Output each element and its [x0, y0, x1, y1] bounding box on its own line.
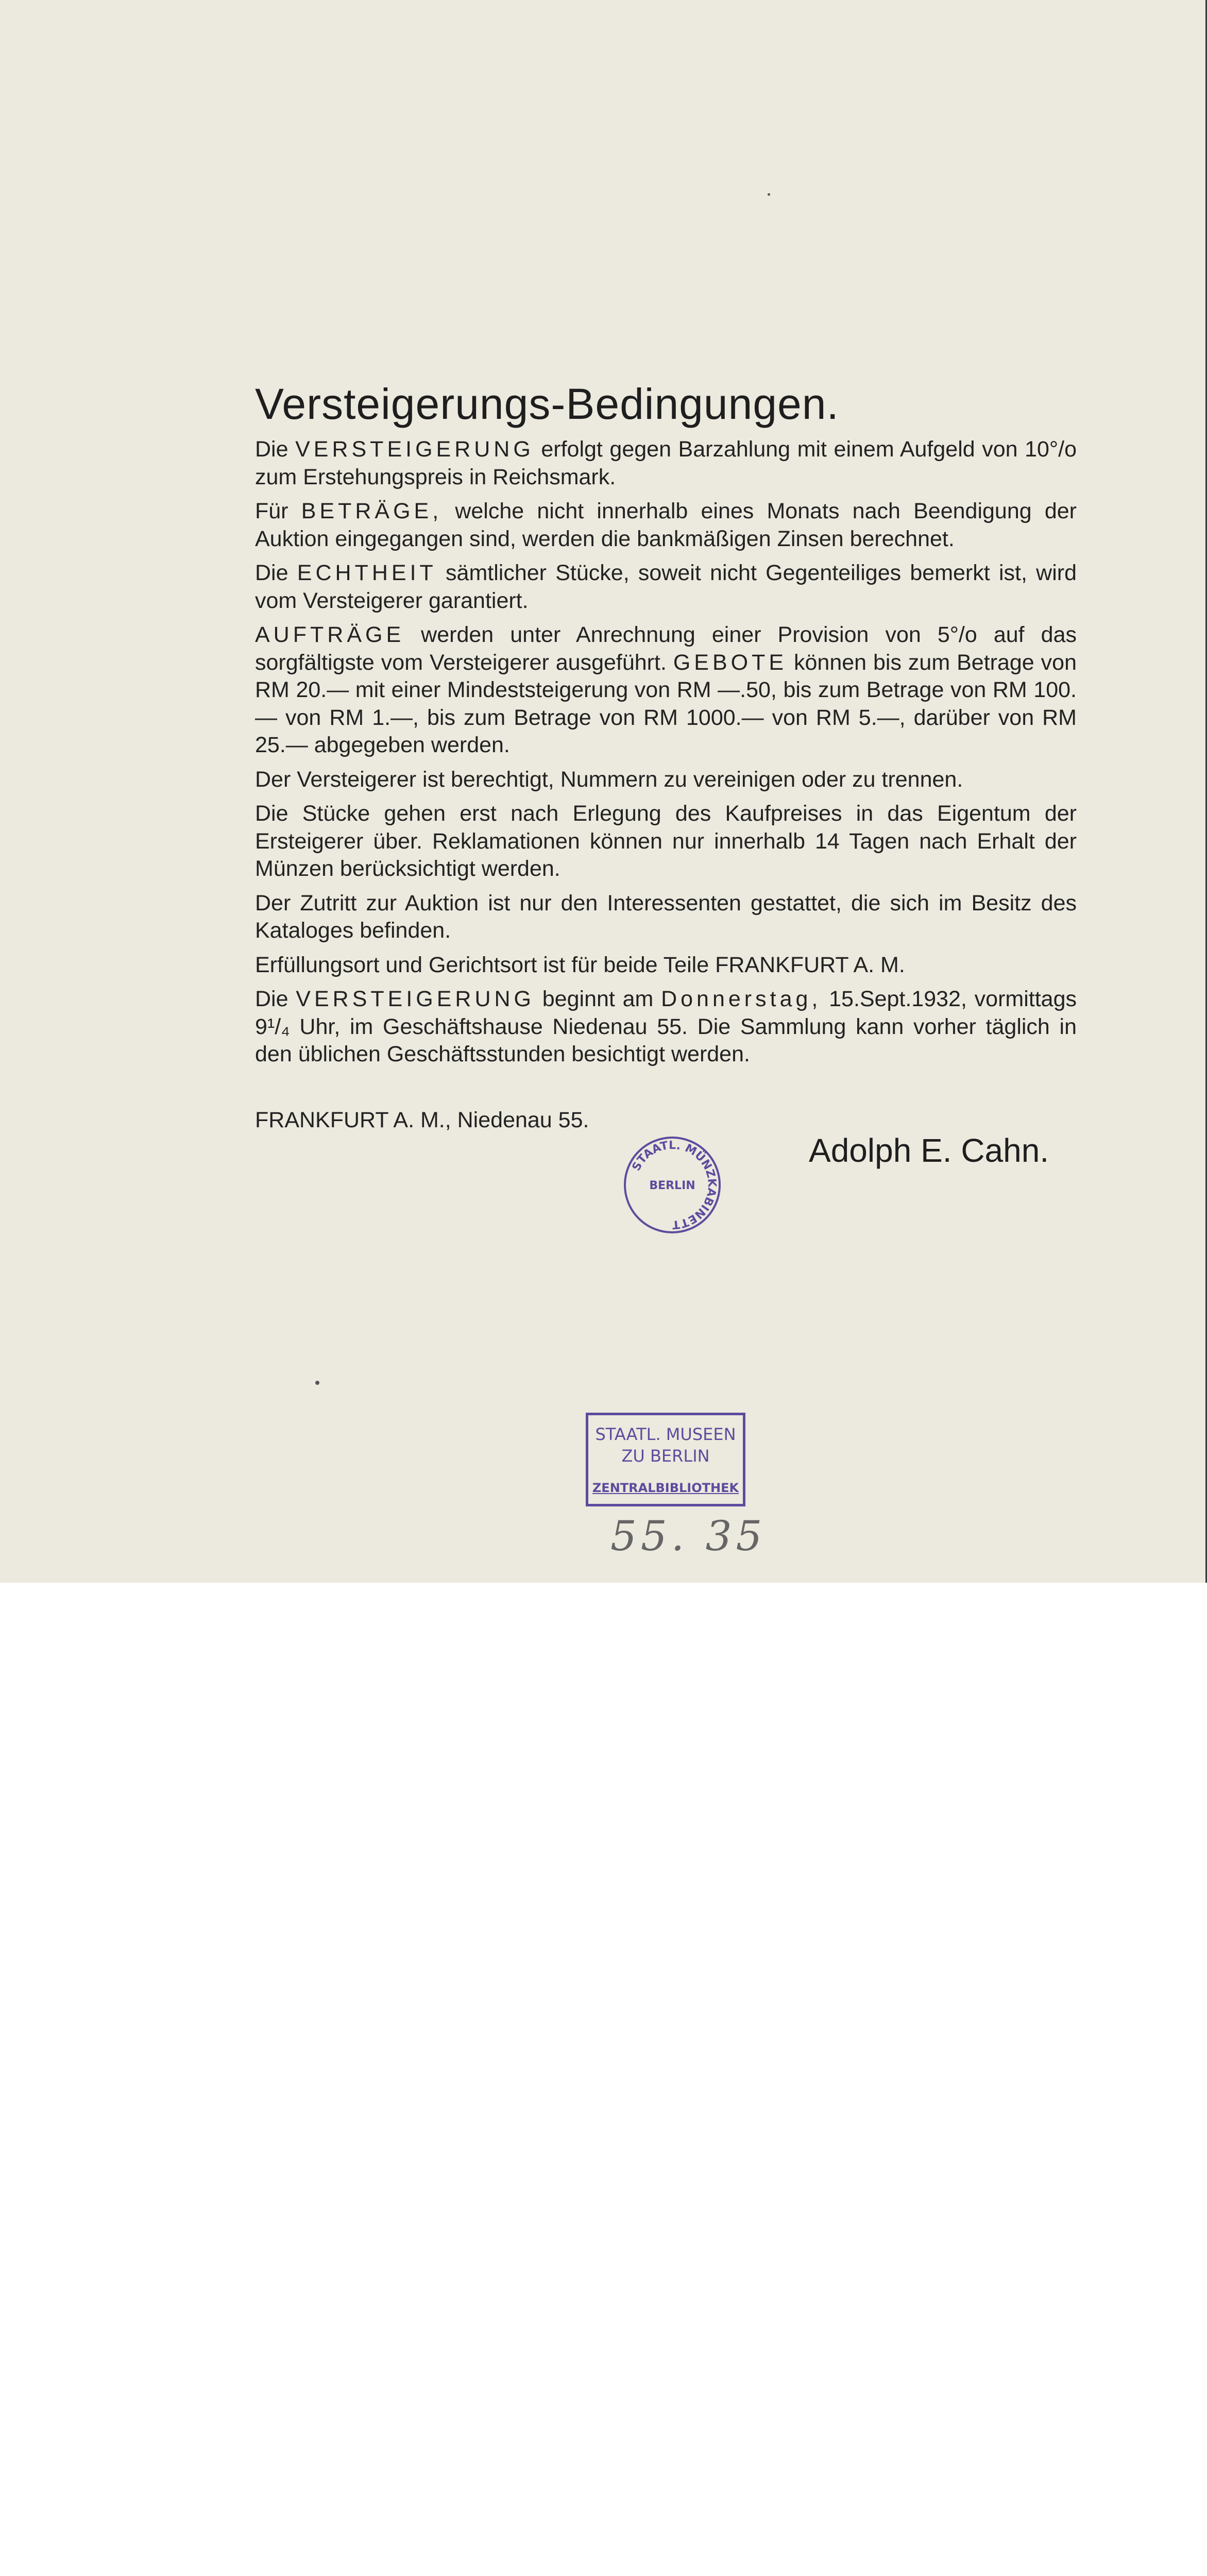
library-stamp [586, 1413, 745, 1506]
stamp-line: ZU BERLIN [621, 1446, 710, 1466]
page-title: Versteigerungs-Bedingungen. [255, 380, 839, 428]
paragraph-text: beginnt am [535, 987, 661, 1011]
spaced-keyword: VERSTEIGERUNG [296, 987, 535, 1011]
condition-paragraph [255, 952, 1077, 979]
spaced-keyword: VERSTEIGERUNG [295, 437, 534, 462]
paragraph-text: Die [255, 987, 296, 1011]
paragraph-text: Der Versteigerer ist berechtigt, Nummern zu vereinigen oder zu trennen. [255, 767, 963, 792]
paper-speck [315, 1381, 319, 1385]
paragraph-text: sämtlicher Stücke, soweit nicht Gegenteiliges bemerkt ist, wird vom Versteigerer garantiert. [255, 561, 1077, 613]
stamp-line: ZENTRALBIBLIOTHEK [592, 1481, 739, 1495]
paragraph-text: Erfüllungsort und Gerichtsort ist für beide Teile FRANKFURT A. M. [255, 952, 905, 977]
condition-paragraph [255, 986, 1077, 1069]
condition-paragraph [255, 800, 1077, 883]
svg-text:BERLIN: BERLIN [649, 1179, 695, 1192]
condition-paragraph [255, 890, 1077, 945]
spaced-keyword: ECHTHEIT [297, 561, 437, 585]
stamp-line: STAATL. MUSEEN [595, 1425, 736, 1444]
paper-speck [768, 193, 770, 196]
paragraph-text: werden unter Anrechnung einer Provision von 5°/o auf das sorgfältigste vom Versteigerer ausgeführt. [255, 622, 1077, 675]
bleed-through-text [309, 206, 324, 272]
paragraph-text: Der Zutritt zur Auktion ist nur den Interessenten gestattet, die sich im Besitz des Kataloges befinden. [255, 890, 1077, 943]
paragraph-text: Die [255, 561, 297, 585]
condition-paragraph [255, 621, 1077, 759]
place-address: FRANKFURT A. M., Niedenau 55. [255, 1108, 589, 1132]
conditions-text [255, 436, 1077, 1075]
paragraph-text: können bis zum Betrage von RM 20.— mit einer Mindeststeigerung von RM —.50, bis zum Betrage von RM 100.— von RM 1.—, bis zum Betrage von RM 1000.— von RM 5.—, darüber von RM 25.— abgegeben werden. [255, 650, 1077, 757]
spaced-keyword: GEBOTE [673, 650, 788, 675]
condition-paragraph [255, 436, 1077, 491]
condition-paragraph [255, 498, 1077, 553]
paragraph-text: welche nicht innerhalb eines Monats nach Beendigung der Auktion eingegangen sind, werden die bankmäßigen Zinsen berechnet. [255, 499, 1077, 551]
paragraph-text: Die Stücke gehen erst nach Erlegung des Kaufpreises in das Eigentum der Ersteigerer über. Reklamationen können nur innerhalb 14 Tagen nach Erhalt der Münzen berücksichtigt werden. [255, 801, 1077, 881]
handwritten-shelfmark: 55. 35 [610, 1512, 767, 1560]
spaced-keyword: Donnerstag, [661, 987, 822, 1011]
signature: Adolph E. Cahn. [809, 1132, 1049, 1169]
spaced-keyword: BETRÄGE, [301, 499, 443, 523]
paragraph-text: erfolgt gegen Barzahlung mit einem Aufgeld von 10°/o zum Erstehungspreis in Reichsmark. [255, 437, 1077, 489]
paragraph-text: Die [255, 437, 296, 462]
spaced-keyword: AUFTRÄGE [255, 622, 405, 647]
footer-bar [0, 1583, 1207, 1670]
condition-paragraph [255, 766, 1077, 794]
paragraph-text: 15.Sept.1932, vormittags 9¹/₄ Uhr, im Geschäftshause Niedenau 55. Die Sammlung kann vorher täglich in den üblichen Geschäftsstunden besichtigt werden. [255, 987, 1077, 1066]
svg-text:STAATL. MÜNZKABINETT: STAATL. MÜNZKABINETT [630, 1139, 719, 1231]
paragraph-text: Für [255, 499, 301, 523]
round-museum-stamp [621, 1133, 724, 1236]
condition-paragraph [255, 560, 1077, 615]
